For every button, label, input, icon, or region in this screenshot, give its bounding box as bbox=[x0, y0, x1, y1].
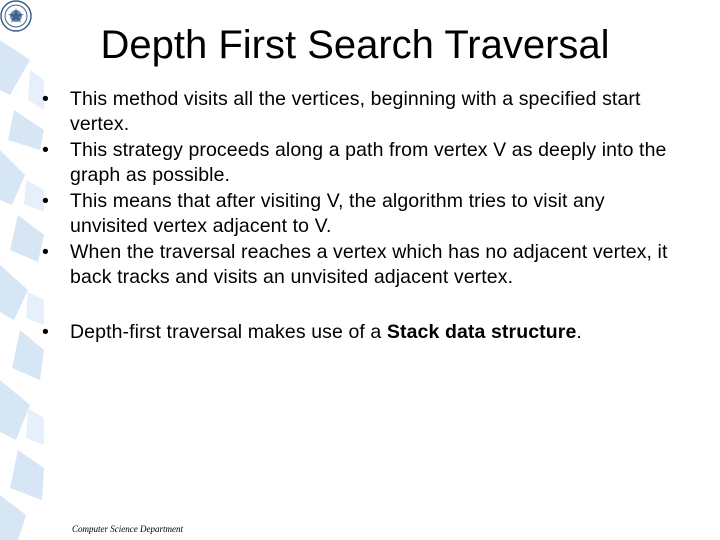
decorative-side-band bbox=[0, 0, 44, 540]
footer-department: Computer Science Department bbox=[72, 524, 183, 534]
bullet-text: Depth-first traversal makes use of a bbox=[70, 321, 387, 343]
bullet-glyph: • bbox=[42, 88, 49, 110]
bullet-item bbox=[42, 87, 682, 137]
bullet-list bbox=[42, 87, 682, 346]
university-seal-icon bbox=[0, 0, 32, 32]
bullet-item bbox=[42, 240, 682, 290]
bullet-item bbox=[42, 138, 682, 188]
bullet-text: This means that after visiting V, the algorithm tries to visit any unvisited vertex adjacent to V. bbox=[70, 190, 605, 237]
bullet-glyph: • bbox=[42, 241, 49, 263]
bullet-item bbox=[42, 189, 682, 239]
bullet-text: This method visits all the vertices, beginning with a specified start vertex. bbox=[70, 88, 641, 135]
bullet-glyph: • bbox=[42, 139, 49, 161]
slide-title: Depth First Search Traversal bbox=[100, 23, 610, 67]
bullet-glyph: • bbox=[42, 321, 49, 343]
bullet-item bbox=[42, 320, 682, 345]
bullet-text: This strategy proceeds along a path from vertex V as deeply into the graph as possible. bbox=[70, 139, 667, 186]
side-band-pattern bbox=[0, 0, 44, 540]
bullet-text-bold: Stack data structure bbox=[386, 321, 577, 343]
bullet-text: When the traversal reaches a vertex which has no adjacent vertex, it back tracks and visits an unvisited adjacent vertex. bbox=[70, 241, 668, 288]
bullet-text: . bbox=[576, 321, 582, 343]
bullet-glyph: • bbox=[42, 190, 49, 212]
